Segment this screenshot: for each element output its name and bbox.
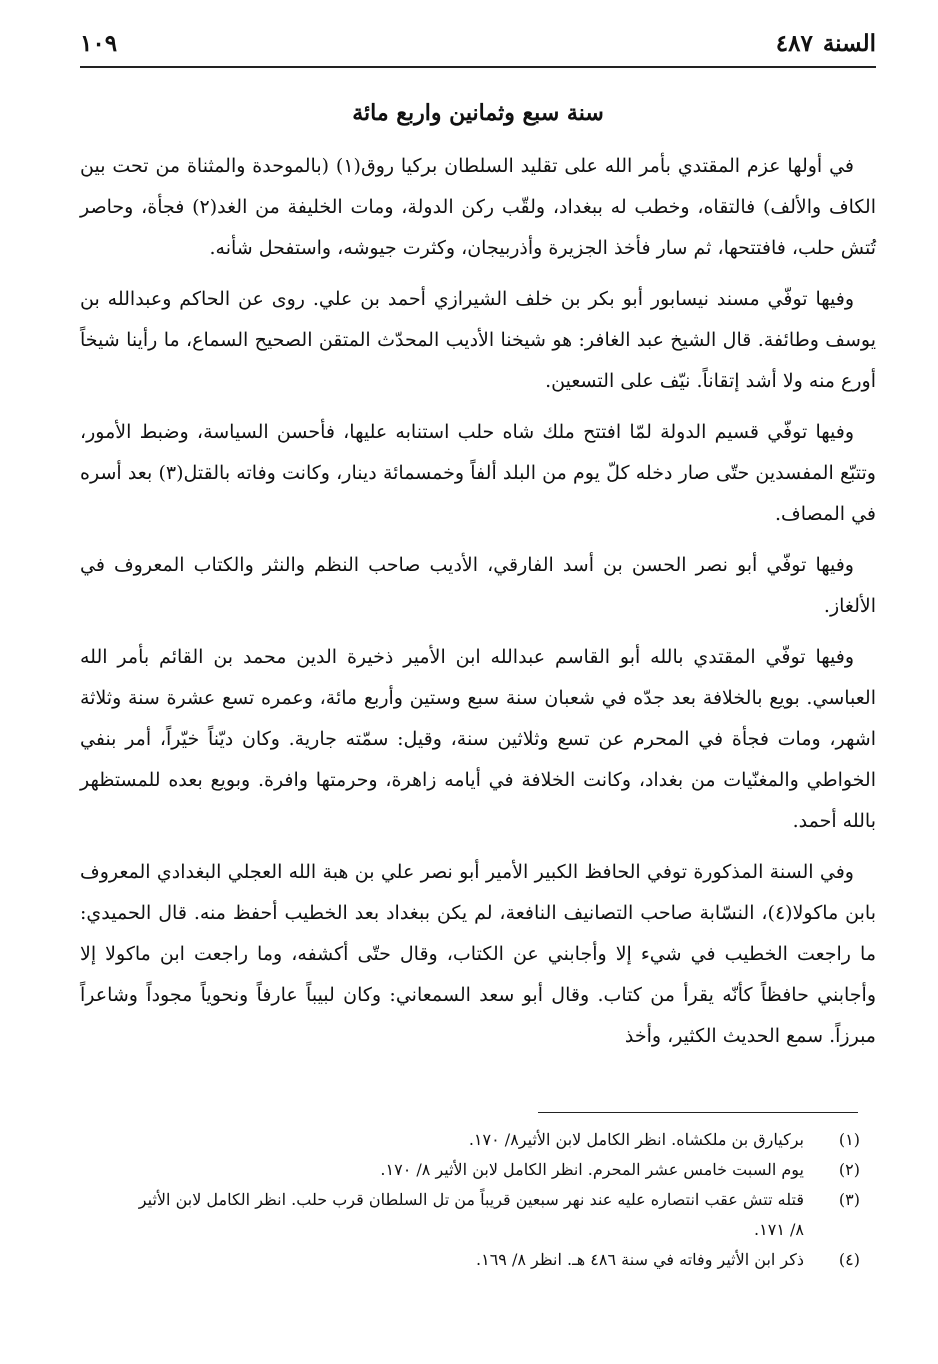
body-text: [80, 146, 876, 1067]
paragraph: في أولها عزم المقتدي بأمر الله على تقليد السلطان بركيا روق(١) (بالموحدة والمثناة من تحت بين الكاف والألف) فالتقاه، وخطب له ببغداد، ولقّب ركن الدولة، ومات الخليفة من الغد(٢) فجأة، وحاصر تُتش حلب، فافتتحها، ثم سار فأخذ الجزيرة وأذربيجان، وكثرت جيوشه، واستفحل شأنه.: [80, 155, 876, 259]
footnote-text: بركيارق بن ملكشاه. انظر الكامل لابن الأثير٨/ ١٧٠.: [468, 1130, 804, 1149]
header-year: [766, 30, 876, 57]
paragraph: وفيها توفّي أبو نصر الحسن بن أسد الفارقي، الأديب صاحب النظم والنثر والكتاب المعروف في الألغاز.: [80, 554, 876, 617]
footnote-item: [80, 1245, 860, 1275]
footnote-continuation: ٨/ ١٧١.: [754, 1220, 804, 1239]
page-number: ١٠٩: [80, 30, 118, 57]
year-label: السنة: [822, 30, 876, 57]
footnote-number: (١): [838, 1130, 860, 1149]
section-title: سنة سبع وثمانين واربع مائة: [352, 100, 604, 126]
footnote-item: [80, 1185, 860, 1215]
footnote-number: (٤): [838, 1250, 860, 1269]
paragraph: وفيها توفّي قسيم الدولة لمّا افتتح ملك شاه حلب استنابه عليها، فأحسن السياسة، وضبط الأمور، وتتبّع المفسدين حتّى صار دخله كلّ يوم من البلد ألفاً وخمسمائة دينار، وكانت وفاته بالقتل(٣) بعد أسره في المصاف.: [80, 421, 876, 525]
running-header: [80, 30, 876, 66]
footnote-number: (٣): [838, 1190, 860, 1209]
footnote-item: [80, 1155, 860, 1185]
paragraph: وفيها توفّي المقتدي بالله أبو القاسم عبدالله ابن الأمير ذخيرة الدين محمد بن القائم بأمر الله العباسي. بويع بالخلافة بعد جدّه في شعبان سنة سبع وستين وأربع مائة، وعمره تسع عشرة سنة وثلاثة اشهر، ومات فجأة في المحرم عن تسع وثلاثين سنة، وقيل: سمّته جارية. وكان ديّناً خيّراً، أمر بنفي الخواطي والمغنّيات من بغداد، وكانت الخلافة في أيامه زاهرة، وحرمتها وافرة. وبويع بعده للمستظهر بالله أحمد.: [80, 646, 876, 832]
header-rule: [80, 66, 876, 68]
footnote-text: يوم السبت خامس عشر المحرم. انظر الكامل لابن الأثير ٨/ ١٧٠.: [380, 1160, 804, 1179]
footnote-text: قتله تتش عقب انتصاره عليه عند نهر سبعين قريباً من تل السلطان قرب حلب. انظر الكامل لابن الأثير: [138, 1190, 804, 1209]
footnote-rule: [538, 1112, 858, 1113]
footnotes: [80, 1125, 860, 1275]
paragraph: وفي السنة المذكورة توفي الحافظ الكبير الأمير أبو نصر علي بن هبة الله العجلي البغدادي المعروف بابن ماكولا(٤)، النسّابة صاحب التصانيف النافعة، لم يكن ببغداد بعد الخطيب أحفظ منه. قال الحميدي: ما راجعت الخطيب في شيء إلا وأجابني عن الكتاب، وقال حتّى أكشفه، وما راجعت ابن ماكولا إلا وأجابني حافظاً كأنّه يقرأ من كتاب. وقال أبو سعد السمعاني: وكان لبيباً عارفاً ونحوياً مجوداً وشاعراً مبرزاً. سمع الحديث الكثير، وأخذ: [80, 861, 877, 1047]
year-number: ٤٨٧: [775, 30, 813, 57]
paragraph: وفيها توفّي مسند نيسابور أبو بكر بن خلف الشيرازي أحمد بن علي. روى عن الحاكم وعبدالله بن يوسف وطائفة. قال الشيخ عبد الغافر: هو شيخنا الأديب المحدّث المتقن الصحيح السماع، ما رأينا شيخاً أورع منه ولا أشد إتقاناً. نيّف على التسعين.: [80, 288, 876, 392]
footnote-number: (٢): [838, 1160, 860, 1179]
footnote-text: ذكر ابن الأثير وفاته في سنة ٤٨٦ هـ. انظر ٨/ ١٦٩.: [476, 1250, 804, 1269]
footnote-item: [80, 1125, 860, 1155]
